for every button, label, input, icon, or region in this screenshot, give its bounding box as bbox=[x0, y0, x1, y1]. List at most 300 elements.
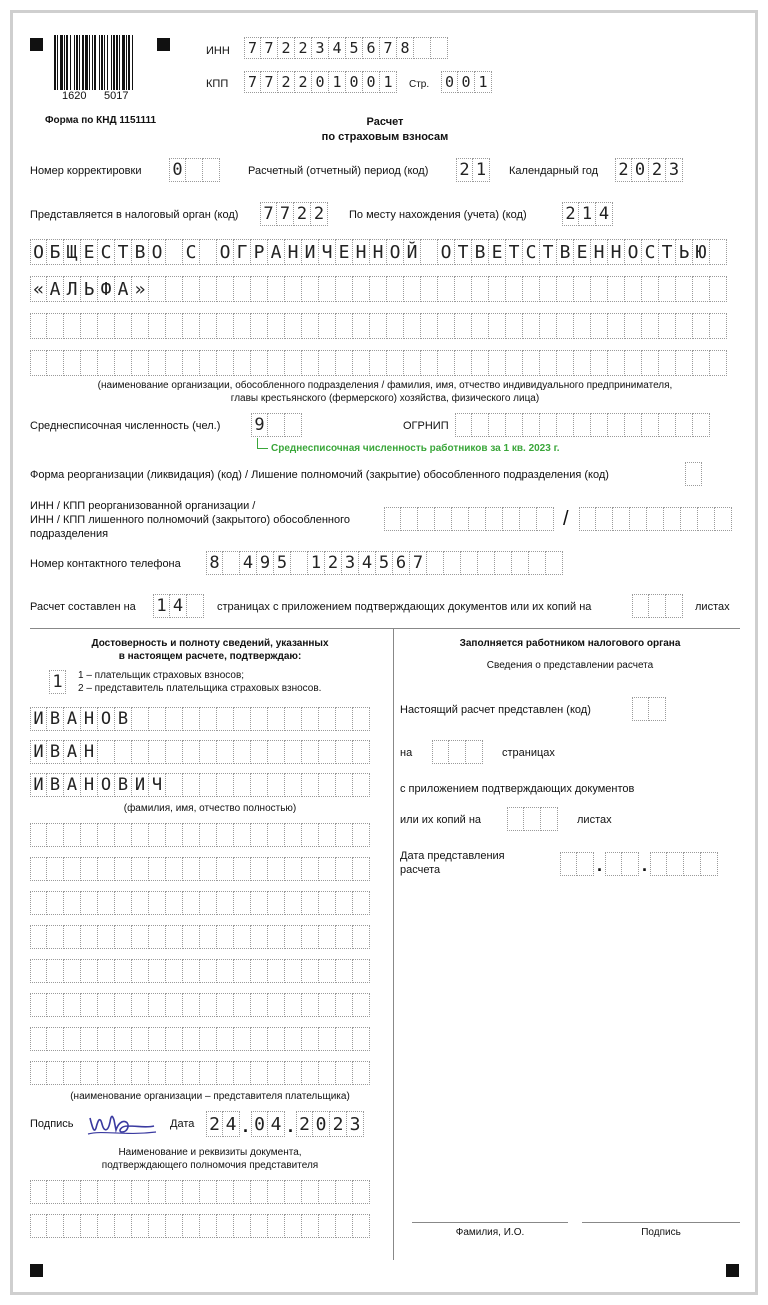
form-cell[interactable] bbox=[234, 707, 251, 731]
form-cell[interactable]: О bbox=[98, 707, 115, 731]
form-cell[interactable] bbox=[560, 852, 577, 876]
form-cell[interactable] bbox=[319, 959, 336, 983]
form-cell[interactable] bbox=[710, 239, 727, 265]
office-sheets-cells[interactable] bbox=[507, 807, 558, 831]
form-cell[interactable] bbox=[200, 276, 217, 302]
form-cell[interactable] bbox=[540, 276, 557, 302]
form-cell[interactable] bbox=[302, 1214, 319, 1238]
form-cell[interactable] bbox=[98, 1027, 115, 1051]
form-cell[interactable] bbox=[414, 37, 431, 59]
form-cell[interactable] bbox=[268, 740, 285, 764]
form-cell[interactable]: 1 bbox=[329, 71, 346, 93]
form-cell[interactable]: 0 bbox=[251, 1111, 268, 1137]
form-cell[interactable] bbox=[302, 740, 319, 764]
form-cell[interactable] bbox=[64, 350, 81, 376]
form-cell[interactable] bbox=[319, 1061, 336, 1085]
form-cell[interactable] bbox=[200, 857, 217, 881]
form-cell[interactable] bbox=[234, 1027, 251, 1051]
form-cell[interactable] bbox=[64, 1180, 81, 1204]
form-cell[interactable] bbox=[115, 823, 132, 847]
form-cell[interactable] bbox=[319, 857, 336, 881]
form-cell[interactable] bbox=[30, 1027, 47, 1051]
form-cell[interactable] bbox=[166, 740, 183, 764]
form-cell[interactable] bbox=[302, 350, 319, 376]
rep-line-3[interactable] bbox=[30, 891, 370, 915]
form-cell[interactable]: А bbox=[64, 707, 81, 731]
form-cell[interactable]: Н bbox=[81, 740, 98, 764]
form-cell[interactable]: Н bbox=[591, 239, 608, 265]
form-cell[interactable] bbox=[302, 707, 319, 731]
form-cell[interactable] bbox=[336, 313, 353, 339]
form-cell[interactable]: 6 bbox=[393, 551, 410, 575]
form-cell[interactable]: В bbox=[557, 239, 574, 265]
form-cell[interactable]: В bbox=[472, 239, 489, 265]
form-cell[interactable] bbox=[166, 239, 183, 265]
form-cell[interactable] bbox=[81, 891, 98, 915]
form-cell[interactable] bbox=[319, 707, 336, 731]
form-cell[interactable] bbox=[166, 313, 183, 339]
form-cell[interactable] bbox=[353, 1214, 370, 1238]
form-cell[interactable] bbox=[132, 707, 149, 731]
form-cell[interactable] bbox=[149, 1027, 166, 1051]
form-cell[interactable] bbox=[47, 1061, 64, 1085]
form-cell[interactable] bbox=[285, 740, 302, 764]
form-cell[interactable] bbox=[132, 740, 149, 764]
form-cell[interactable] bbox=[183, 891, 200, 915]
form-cell[interactable] bbox=[506, 413, 523, 437]
form-cell[interactable] bbox=[251, 740, 268, 764]
form-cell[interactable] bbox=[251, 925, 268, 949]
form-cell[interactable] bbox=[234, 276, 251, 302]
inn-cells[interactable] bbox=[244, 37, 448, 59]
form-cell[interactable] bbox=[183, 1061, 200, 1085]
form-cell[interactable] bbox=[64, 313, 81, 339]
form-cell[interactable]: Ч bbox=[319, 239, 336, 265]
form-cell[interactable]: Т bbox=[659, 239, 676, 265]
form-cell[interactable] bbox=[537, 507, 554, 531]
office-date-day[interactable] bbox=[560, 852, 594, 876]
form-cell[interactable] bbox=[268, 925, 285, 949]
form-cell[interactable] bbox=[268, 823, 285, 847]
office-date[interactable] bbox=[560, 852, 718, 876]
form-cell[interactable] bbox=[183, 993, 200, 1017]
form-cell[interactable] bbox=[632, 697, 649, 721]
form-cell[interactable]: 8 bbox=[206, 551, 223, 575]
form-cell[interactable] bbox=[302, 773, 319, 797]
form-cell[interactable] bbox=[319, 1027, 336, 1051]
form-cell[interactable]: 6 bbox=[363, 37, 380, 59]
form-cell[interactable] bbox=[285, 959, 302, 983]
form-cell[interactable] bbox=[30, 823, 47, 847]
form-cell[interactable]: 1 bbox=[579, 202, 596, 226]
form-cell[interactable] bbox=[693, 313, 710, 339]
form-cell[interactable] bbox=[251, 350, 268, 376]
confirm-code-cell[interactable] bbox=[49, 670, 66, 694]
form-cell[interactable]: 0 bbox=[169, 158, 186, 182]
form-cell[interactable]: 2 bbox=[311, 202, 328, 226]
form-cell[interactable] bbox=[285, 707, 302, 731]
form-cell[interactable]: » bbox=[132, 276, 149, 302]
form-cell[interactable] bbox=[166, 993, 183, 1017]
form-cell[interactable] bbox=[489, 276, 506, 302]
form-cell[interactable] bbox=[30, 857, 47, 881]
form-cell[interactable] bbox=[64, 925, 81, 949]
form-cell[interactable] bbox=[387, 276, 404, 302]
form-cell[interactable] bbox=[234, 925, 251, 949]
form-cell[interactable]: 0 bbox=[363, 71, 380, 93]
form-cell[interactable] bbox=[693, 413, 710, 437]
form-cell[interactable] bbox=[115, 740, 132, 764]
form-cell[interactable] bbox=[455, 350, 472, 376]
form-cell[interactable]: И bbox=[132, 773, 149, 797]
form-cell[interactable] bbox=[183, 707, 200, 731]
form-cell[interactable] bbox=[115, 313, 132, 339]
form-cell[interactable] bbox=[557, 413, 574, 437]
form-cell[interactable] bbox=[336, 707, 353, 731]
form-cell[interactable]: Н bbox=[608, 239, 625, 265]
form-cell[interactable] bbox=[30, 1180, 47, 1204]
form-cell[interactable] bbox=[47, 313, 64, 339]
form-cell[interactable] bbox=[166, 959, 183, 983]
form-cell[interactable] bbox=[183, 823, 200, 847]
form-cell[interactable]: 1 bbox=[475, 71, 492, 93]
form-cell[interactable] bbox=[132, 857, 149, 881]
form-cell[interactable]: 4 bbox=[596, 202, 613, 226]
form-cell[interactable] bbox=[183, 773, 200, 797]
form-cell[interactable] bbox=[268, 959, 285, 983]
form-cell[interactable] bbox=[81, 1180, 98, 1204]
form-cell[interactable] bbox=[30, 350, 47, 376]
form-cell[interactable] bbox=[132, 1180, 149, 1204]
form-cell[interactable] bbox=[523, 413, 540, 437]
form-cell[interactable] bbox=[64, 1027, 81, 1051]
form-cell[interactable] bbox=[659, 413, 676, 437]
form-cell[interactable] bbox=[217, 276, 234, 302]
form-cell[interactable]: 4 bbox=[170, 594, 187, 618]
form-cell[interactable]: И bbox=[30, 773, 47, 797]
form-cell[interactable] bbox=[115, 1214, 132, 1238]
form-cell[interactable] bbox=[319, 1214, 336, 1238]
form-cell[interactable] bbox=[115, 350, 132, 376]
form-cell[interactable] bbox=[319, 276, 336, 302]
form-cell[interactable] bbox=[200, 823, 217, 847]
form-cell[interactable]: 1 bbox=[473, 158, 490, 182]
form-cell[interactable] bbox=[676, 276, 693, 302]
form-cell[interactable]: О bbox=[625, 239, 642, 265]
form-cell[interactable] bbox=[404, 313, 421, 339]
form-cell[interactable] bbox=[577, 852, 594, 876]
form-cell[interactable]: 2 bbox=[325, 551, 342, 575]
form-cell[interactable] bbox=[715, 507, 732, 531]
form-cell[interactable] bbox=[200, 959, 217, 983]
form-cell[interactable] bbox=[285, 1180, 302, 1204]
name-cells[interactable] bbox=[30, 740, 370, 764]
office-pages-cells[interactable] bbox=[432, 740, 483, 764]
form-cell[interactable] bbox=[336, 276, 353, 302]
form-cell[interactable]: С bbox=[98, 239, 115, 265]
form-cell[interactable] bbox=[421, 350, 438, 376]
form-cell[interactable] bbox=[149, 925, 166, 949]
form-cell[interactable] bbox=[486, 507, 503, 531]
form-cell[interactable] bbox=[319, 350, 336, 376]
form-cell[interactable] bbox=[234, 993, 251, 1017]
form-cell[interactable] bbox=[200, 239, 217, 265]
form-cell[interactable] bbox=[200, 925, 217, 949]
form-cell[interactable]: 8 bbox=[397, 37, 414, 59]
form-cell[interactable] bbox=[336, 959, 353, 983]
form-cell[interactable] bbox=[251, 773, 268, 797]
form-cell[interactable] bbox=[47, 350, 64, 376]
form-cell[interactable] bbox=[285, 276, 302, 302]
form-cell[interactable] bbox=[302, 313, 319, 339]
form-cell[interactable] bbox=[115, 959, 132, 983]
phone-cells[interactable] bbox=[206, 551, 563, 575]
form-cell[interactable]: Т bbox=[506, 239, 523, 265]
form-cell[interactable] bbox=[30, 1214, 47, 1238]
form-cell[interactable] bbox=[200, 707, 217, 731]
form-cell[interactable] bbox=[268, 773, 285, 797]
form-cell[interactable]: Ч bbox=[149, 773, 166, 797]
form-cell[interactable] bbox=[98, 1214, 115, 1238]
form-cell[interactable]: Н bbox=[81, 773, 98, 797]
doc-line-2[interactable] bbox=[30, 1214, 370, 1238]
form-cell[interactable] bbox=[353, 891, 370, 915]
rep-line-5[interactable] bbox=[30, 959, 370, 983]
form-cell[interactable] bbox=[523, 313, 540, 339]
form-cell[interactable] bbox=[47, 823, 64, 847]
form-cell[interactable]: 3 bbox=[312, 37, 329, 59]
form-cell[interactable] bbox=[676, 350, 693, 376]
form-cell[interactable] bbox=[64, 823, 81, 847]
form-cell[interactable] bbox=[336, 1214, 353, 1238]
form-cell[interactable] bbox=[302, 959, 319, 983]
form-cell[interactable] bbox=[452, 507, 469, 531]
form-cell[interactable] bbox=[234, 1061, 251, 1085]
tax-authority-cells[interactable] bbox=[260, 202, 328, 226]
form-cell[interactable] bbox=[81, 993, 98, 1017]
form-cell[interactable] bbox=[81, 857, 98, 881]
form-cell[interactable]: 1 bbox=[49, 670, 66, 694]
form-cell[interactable] bbox=[649, 594, 666, 618]
form-cell[interactable] bbox=[591, 276, 608, 302]
form-cell[interactable] bbox=[149, 350, 166, 376]
form-cell[interactable] bbox=[455, 413, 472, 437]
form-cell[interactable] bbox=[200, 740, 217, 764]
form-cell[interactable] bbox=[217, 823, 234, 847]
form-cell[interactable] bbox=[659, 313, 676, 339]
form-cell[interactable] bbox=[384, 507, 401, 531]
form-cell[interactable] bbox=[115, 1027, 132, 1051]
form-cell[interactable] bbox=[251, 1061, 268, 1085]
form-cell[interactable] bbox=[251, 707, 268, 731]
form-cell[interactable] bbox=[387, 313, 404, 339]
form-cell[interactable] bbox=[319, 891, 336, 915]
form-cell[interactable] bbox=[472, 413, 489, 437]
form-cell[interactable] bbox=[268, 707, 285, 731]
form-cell[interactable] bbox=[251, 959, 268, 983]
form-cell[interactable] bbox=[203, 158, 220, 182]
rep-line-4[interactable] bbox=[30, 925, 370, 949]
form-cell[interactable] bbox=[234, 1214, 251, 1238]
form-cell[interactable]: 0 bbox=[441, 71, 458, 93]
form-cell[interactable]: Ь bbox=[676, 239, 693, 265]
form-cell[interactable] bbox=[353, 276, 370, 302]
form-cell[interactable] bbox=[319, 1180, 336, 1204]
form-cell[interactable] bbox=[336, 1180, 353, 1204]
form-cell[interactable] bbox=[30, 1061, 47, 1085]
form-cell[interactable] bbox=[319, 993, 336, 1017]
form-cell[interactable] bbox=[251, 1180, 268, 1204]
form-cell[interactable] bbox=[353, 313, 370, 339]
form-cell[interactable] bbox=[166, 773, 183, 797]
form-cell[interactable] bbox=[608, 276, 625, 302]
form-cell[interactable]: 1 bbox=[153, 594, 170, 618]
form-cell[interactable]: Ф bbox=[98, 276, 115, 302]
form-cell[interactable] bbox=[579, 507, 596, 531]
form-cell[interactable] bbox=[217, 740, 234, 764]
form-cell[interactable] bbox=[30, 313, 47, 339]
form-cell[interactable] bbox=[217, 313, 234, 339]
form-cell[interactable] bbox=[183, 1027, 200, 1051]
reorg-cell[interactable] bbox=[685, 462, 702, 486]
form-cell[interactable] bbox=[200, 1214, 217, 1238]
form-cell[interactable] bbox=[64, 993, 81, 1017]
form-cell[interactable] bbox=[285, 823, 302, 847]
org-name-line-2[interactable] bbox=[30, 276, 727, 302]
form-cell[interactable]: 7 bbox=[277, 202, 294, 226]
form-cell[interactable] bbox=[605, 852, 622, 876]
form-cell[interactable] bbox=[427, 551, 444, 575]
form-cell[interactable] bbox=[166, 1214, 183, 1238]
form-cell[interactable] bbox=[268, 857, 285, 881]
form-cell[interactable] bbox=[353, 350, 370, 376]
reorg-kpp-cells[interactable] bbox=[579, 507, 732, 531]
rep-line-6[interactable] bbox=[30, 993, 370, 1017]
form-cell[interactable]: В bbox=[47, 773, 64, 797]
form-cell[interactable] bbox=[336, 891, 353, 915]
form-cell[interactable] bbox=[438, 350, 455, 376]
form-cell[interactable] bbox=[710, 313, 727, 339]
form-cell[interactable] bbox=[200, 1027, 217, 1051]
form-cell[interactable] bbox=[200, 1061, 217, 1085]
form-cell[interactable] bbox=[557, 276, 574, 302]
form-cell[interactable] bbox=[574, 313, 591, 339]
form-cell[interactable]: 3 bbox=[666, 158, 683, 182]
form-cell[interactable] bbox=[166, 1061, 183, 1085]
form-cell[interactable] bbox=[540, 413, 557, 437]
form-cell[interactable] bbox=[132, 1027, 149, 1051]
form-cell[interactable] bbox=[183, 740, 200, 764]
form-cell[interactable] bbox=[217, 707, 234, 731]
form-cell[interactable] bbox=[336, 1061, 353, 1085]
form-cell[interactable] bbox=[512, 551, 529, 575]
form-cell[interactable] bbox=[149, 959, 166, 983]
form-cell[interactable] bbox=[431, 37, 448, 59]
form-cell[interactable]: 4 bbox=[359, 551, 376, 575]
form-cell[interactable]: А bbox=[64, 740, 81, 764]
form-cell[interactable] bbox=[64, 1061, 81, 1085]
form-cell[interactable] bbox=[98, 857, 115, 881]
form-cell[interactable] bbox=[166, 857, 183, 881]
form-cell[interactable]: А bbox=[115, 276, 132, 302]
form-cell[interactable] bbox=[444, 551, 461, 575]
form-cell[interactable] bbox=[336, 1027, 353, 1051]
form-cell[interactable] bbox=[234, 891, 251, 915]
form-cell[interactable] bbox=[149, 1061, 166, 1085]
form-cell[interactable]: В bbox=[115, 707, 132, 731]
form-cell[interactable]: С bbox=[183, 239, 200, 265]
form-cell[interactable] bbox=[98, 740, 115, 764]
form-cell[interactable] bbox=[47, 959, 64, 983]
pages-cells[interactable] bbox=[153, 594, 204, 618]
form-cell[interactable]: Н bbox=[370, 239, 387, 265]
form-cell[interactable] bbox=[710, 350, 727, 376]
form-cell[interactable] bbox=[217, 350, 234, 376]
form-cell[interactable] bbox=[336, 773, 353, 797]
form-cell[interactable] bbox=[523, 350, 540, 376]
form-cell[interactable] bbox=[421, 313, 438, 339]
form-cell[interactable] bbox=[659, 276, 676, 302]
form-cell[interactable]: И bbox=[30, 707, 47, 731]
form-cell[interactable] bbox=[268, 1061, 285, 1085]
form-cell[interactable]: Е bbox=[489, 239, 506, 265]
form-cell[interactable]: 0 bbox=[313, 1111, 330, 1137]
form-cell[interactable] bbox=[251, 891, 268, 915]
form-cell[interactable] bbox=[115, 891, 132, 915]
form-cell[interactable] bbox=[650, 852, 667, 876]
form-cell[interactable]: 2 bbox=[562, 202, 579, 226]
form-cell[interactable] bbox=[418, 507, 435, 531]
form-cell[interactable] bbox=[693, 276, 710, 302]
form-cell[interactable]: 7 bbox=[244, 71, 261, 93]
office-date-month[interactable] bbox=[605, 852, 639, 876]
form-cell[interactable] bbox=[642, 350, 659, 376]
form-cell[interactable] bbox=[98, 959, 115, 983]
surname-cells[interactable] bbox=[30, 707, 370, 731]
form-cell[interactable] bbox=[98, 1061, 115, 1085]
form-cell[interactable]: « bbox=[30, 276, 47, 302]
form-cell[interactable] bbox=[223, 551, 240, 575]
form-cell[interactable] bbox=[98, 1180, 115, 1204]
form-cell[interactable]: Г bbox=[234, 239, 251, 265]
form-cell[interactable]: 7 bbox=[261, 37, 278, 59]
form-cell[interactable]: Н bbox=[285, 239, 302, 265]
form-cell[interactable] bbox=[701, 852, 718, 876]
form-cell[interactable] bbox=[166, 891, 183, 915]
form-cell[interactable] bbox=[268, 1180, 285, 1204]
rep-line-7[interactable] bbox=[30, 1027, 370, 1051]
form-cell[interactable] bbox=[166, 707, 183, 731]
form-cell[interactable]: 7 bbox=[410, 551, 427, 575]
form-cell[interactable] bbox=[268, 413, 285, 437]
form-cell[interactable]: 9 bbox=[257, 551, 274, 575]
form-cell[interactable] bbox=[353, 857, 370, 881]
form-cell[interactable] bbox=[302, 925, 319, 949]
form-cell[interactable]: 2 bbox=[649, 158, 666, 182]
form-cell[interactable] bbox=[336, 740, 353, 764]
form-cell[interactable] bbox=[520, 507, 537, 531]
form-cell[interactable] bbox=[64, 1214, 81, 1238]
form-cell[interactable] bbox=[608, 350, 625, 376]
form-cell[interactable] bbox=[183, 925, 200, 949]
form-cell[interactable] bbox=[149, 823, 166, 847]
form-cell[interactable]: 2 bbox=[278, 71, 295, 93]
form-cell[interactable] bbox=[302, 857, 319, 881]
form-cell[interactable] bbox=[132, 823, 149, 847]
form-cell[interactable] bbox=[217, 1027, 234, 1051]
form-cell[interactable] bbox=[132, 1214, 149, 1238]
form-cell[interactable] bbox=[251, 313, 268, 339]
